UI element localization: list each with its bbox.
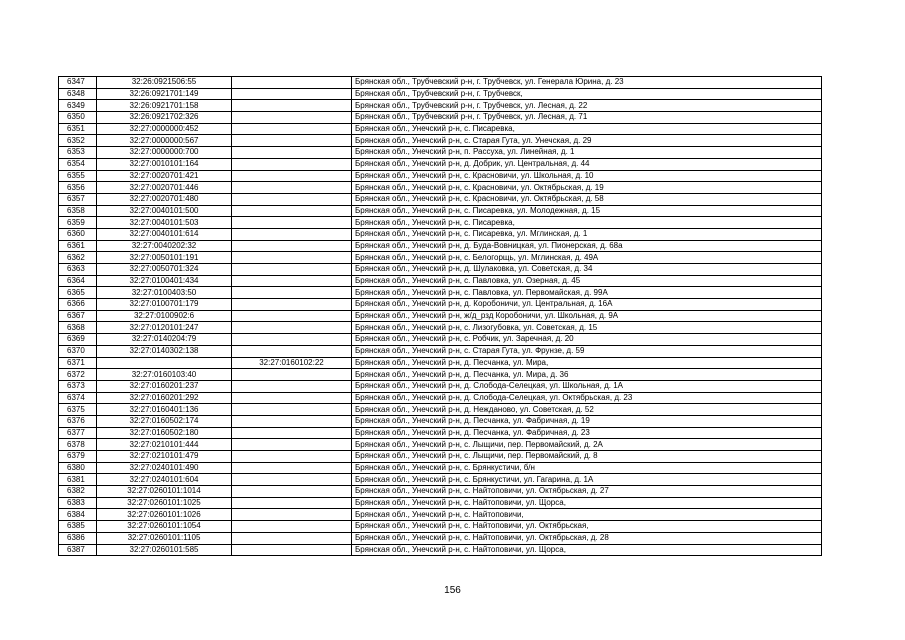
row-number-cell: 6368 (59, 322, 97, 334)
table-row (59, 310, 822, 322)
row-number-cell: 6359 (59, 217, 97, 229)
row-number-cell: 6377 (59, 427, 97, 439)
cadastral-number-alt-cell (232, 123, 352, 135)
row-number-cell: 6351 (59, 123, 97, 135)
cadastral-number-cell: 32:27:0100403:50 (97, 287, 232, 299)
cadastral-number-cell: 32:27:0020701:446 (97, 182, 232, 194)
row-number-cell: 6385 (59, 521, 97, 533)
cadastral-number-alt-cell (232, 369, 352, 381)
row-number-cell: 6366 (59, 299, 97, 311)
cadastral-number-alt-cell (232, 287, 352, 299)
cadastral-number-cell: 32:27:0140302:138 (97, 345, 232, 357)
address-cell: Брянская обл., Унечский р-н, с. Красновичи, ул. Октябрьская, д. 19 (352, 182, 822, 194)
table-row (59, 532, 822, 544)
cadastral-number-alt-cell (232, 100, 352, 112)
cadastral-number-alt-cell (232, 544, 352, 556)
cadastral-number-alt-cell (232, 264, 352, 276)
table-row (59, 228, 822, 240)
address-cell: Брянская обл., Унечский р-н, с. Павловка, ул. Озерная, д. 45 (352, 275, 822, 287)
cadastral-number-cell: 32:27:0140204:79 (97, 334, 232, 346)
address-cell: Брянская обл., Унечский р-н, д. Песчанка, ул. Мира, д. 36 (352, 369, 822, 381)
row-number-cell: 6374 (59, 392, 97, 404)
table-row (59, 193, 822, 205)
table-row (59, 544, 822, 556)
table-row (59, 521, 822, 533)
cadastral-number-cell: 32:27:0260101:1105 (97, 532, 232, 544)
row-number-cell: 6373 (59, 380, 97, 392)
cadastral-number-alt-cell (232, 521, 352, 533)
cadastral-number-alt-cell (232, 299, 352, 311)
cadastral-number-cell: 32:27:0260101:1026 (97, 509, 232, 521)
address-cell: Брянская обл., Унечский р-н, д. Буда-Вовницкая, ул. Пионерская, д. 68а (352, 240, 822, 252)
table-row (59, 509, 822, 521)
table-row (59, 486, 822, 498)
cadastral-number-cell: 32:27:0040101:500 (97, 205, 232, 217)
cadastral-number-alt-cell (232, 462, 352, 474)
cadastral-number-cell: 32:27:0000000:700 (97, 147, 232, 159)
table-row (59, 334, 822, 346)
cadastral-number-cell: 32:27:0260101:1014 (97, 486, 232, 498)
table-row (59, 287, 822, 299)
cadastral-number-alt-cell (232, 205, 352, 217)
row-number-cell: 6372 (59, 369, 97, 381)
row-number-cell: 6352 (59, 135, 97, 147)
row-number-cell: 6363 (59, 264, 97, 276)
address-cell: Брянская обл., Унечский р-н, с. Найтоповичи, (352, 509, 822, 521)
row-number-cell: 6353 (59, 147, 97, 159)
row-number-cell: 6356 (59, 182, 97, 194)
cadastral-number-cell: 32:27:0020701:421 (97, 170, 232, 182)
address-cell: Брянская обл., Унечский р-н, с. Павловка, ул. Первомайская, д. 99А (352, 287, 822, 299)
cadastral-number-cell: 32:27:0160201:292 (97, 392, 232, 404)
table-row (59, 474, 822, 486)
cadastral-number-cell: 32:27:0000000:567 (97, 135, 232, 147)
property-register-table (58, 76, 822, 556)
table-row (59, 357, 822, 369)
address-cell: Брянская обл., Унечский р-н, с. Найтоповичи, ул. Октябрьская, д. 27 (352, 486, 822, 498)
cadastral-number-cell: 32:27:0040101:614 (97, 228, 232, 240)
table-row (59, 497, 822, 509)
table-row (59, 275, 822, 287)
address-cell: Брянская обл., Унечский р-н, с. Найтоповичи, ул. Щорса, (352, 544, 822, 556)
row-number-cell: 6382 (59, 486, 97, 498)
address-cell: Брянская обл., Унечский р-н, с. Писаревка, ул. Мглинская, д. 1 (352, 228, 822, 240)
address-cell: Брянская обл., Унечский р-н, д. Песчанка, ул. Фабричная, д. 19 (352, 415, 822, 427)
address-cell: Брянская обл., Унечский р-н, с. Старая Гута, ул. Фрунзе, д. 59 (352, 345, 822, 357)
table-row (59, 427, 822, 439)
cadastral-number-cell: 32:27:0160201:237 (97, 380, 232, 392)
cadastral-number-alt-cell (232, 252, 352, 264)
table-row (59, 170, 822, 182)
cadastral-number-alt-cell (232, 193, 352, 205)
cadastral-number-alt-cell (232, 532, 352, 544)
address-cell: Брянская обл., Унечский р-н, с. Красновичи, ул. Школьная, д. 10 (352, 170, 822, 182)
address-cell: Брянская обл., Унечский р-н, с. Белогорщь, ул. Мглинская, д. 49А (352, 252, 822, 264)
table-row (59, 439, 822, 451)
address-cell: Брянская обл., Унечский р-н, с. Робчик, ул. Заречная, д. 20 (352, 334, 822, 346)
table-row (59, 135, 822, 147)
cadastral-number-cell: 32:27:0100701:179 (97, 299, 232, 311)
row-number-cell: 6384 (59, 509, 97, 521)
cadastral-number-alt-cell (232, 77, 352, 89)
cadastral-number-cell: 32:27:0100401:434 (97, 275, 232, 287)
row-number-cell: 6354 (59, 158, 97, 170)
row-number-cell: 6349 (59, 100, 97, 112)
cadastral-number-alt-cell: 32:27:0160102:22 (232, 357, 352, 369)
cadastral-number-cell: 32:27:0260101:1054 (97, 521, 232, 533)
address-cell: Брянская обл., Унечский р-н, д. Песчанка, ул. Фабричная, д. 23 (352, 427, 822, 439)
address-cell: Брянская обл., Унечский р-н, д. Слобода-Селецкая, ул. Октябрьская, д. 23 (352, 392, 822, 404)
row-number-cell: 6367 (59, 310, 97, 322)
cadastral-number-alt-cell (232, 322, 352, 334)
table-row (59, 147, 822, 159)
cadastral-number-alt-cell (232, 451, 352, 463)
cadastral-number-alt-cell (232, 427, 352, 439)
table-row (59, 205, 822, 217)
cadastral-number-cell: 32:27:0040101:503 (97, 217, 232, 229)
table-row (59, 158, 822, 170)
cadastral-number-cell: 32:27:0210101:479 (97, 451, 232, 463)
row-number-cell: 6380 (59, 462, 97, 474)
cadastral-number-alt-cell (232, 345, 352, 357)
table-row (59, 252, 822, 264)
cadastral-number-alt-cell (232, 135, 352, 147)
cadastral-number-cell: 32:27:0160502:180 (97, 427, 232, 439)
cadastral-number-alt-cell (232, 334, 352, 346)
cadastral-number-cell: 32:27:0160401:136 (97, 404, 232, 416)
cadastral-number-cell: 32:27:0100902:6 (97, 310, 232, 322)
cadastral-number-alt-cell (232, 147, 352, 159)
address-cell: Брянская обл., Унечский р-н, с. Лыщичи, пер. Первомайский, д. 2А (352, 439, 822, 451)
table-row (59, 380, 822, 392)
address-cell: Брянская обл., Унечский р-н, с. Писаревка, (352, 123, 822, 135)
cadastral-number-cell: 32:27:0040202:32 (97, 240, 232, 252)
row-number-cell: 6387 (59, 544, 97, 556)
cadastral-number-alt-cell (232, 112, 352, 124)
address-cell: Брянская обл., Трубчевский р-н, г. Трубчевск, ул. Лесная, д. 22 (352, 100, 822, 112)
cadastral-number-alt-cell (232, 310, 352, 322)
address-cell: Брянская обл., Унечский р-н, с. Брянкустичи, б/н (352, 462, 822, 474)
cadastral-number-cell: 32:27:0020701:480 (97, 193, 232, 205)
table-row (59, 112, 822, 124)
cadastral-number-cell: 32:27:0000000:452 (97, 123, 232, 135)
cadastral-number-cell: 32:26:0921701:158 (97, 100, 232, 112)
address-cell: Брянская обл., Унечский р-н, п. Рассуха, ул. Линейная, д. 1 (352, 147, 822, 159)
cadastral-number-alt-cell (232, 240, 352, 252)
row-number-cell: 6347 (59, 77, 97, 89)
cadastral-number-alt-cell (232, 474, 352, 486)
table-row (59, 345, 822, 357)
cadastral-number-cell: 32:27:0010101:164 (97, 158, 232, 170)
cadastral-number-alt-cell (232, 509, 352, 521)
table-row (59, 217, 822, 229)
table-row (59, 299, 822, 311)
address-cell: Брянская обл., Унечский р-н, с. Найтоповичи, ул. Октябрьская, (352, 521, 822, 533)
table-row (59, 123, 822, 135)
page-number: 156 (444, 585, 461, 596)
row-number-cell: 6370 (59, 345, 97, 357)
table-row (59, 100, 822, 112)
address-cell: Брянская обл., Унечский р-н, д. Слобода-Селецкая, ул. Школьная, д. 1А (352, 380, 822, 392)
cadastral-number-alt-cell (232, 404, 352, 416)
row-number-cell: 6360 (59, 228, 97, 240)
row-number-cell: 6361 (59, 240, 97, 252)
address-cell: Брянская обл., Унечский р-н, д. Добрик, ул. Центральная, д. 44 (352, 158, 822, 170)
address-cell: Брянская обл., Унечский р-н, ж/д_рзд Коробоничи, ул. Школьная, д. 9А (352, 310, 822, 322)
cadastral-number-cell: 32:27:0160103:40 (97, 369, 232, 381)
address-cell: Брянская обл., Трубчевский р-н, г. Трубчевск, ул. Генерала Юрина, д. 23 (352, 77, 822, 89)
row-number-cell: 6348 (59, 88, 97, 100)
cadastral-number-alt-cell (232, 486, 352, 498)
address-cell: Брянская обл., Унечский р-н, с. Найтоповичи, ул. Щорса, (352, 497, 822, 509)
address-cell: Брянская обл., Унечский р-н, с. Писаревка, (352, 217, 822, 229)
table-row (59, 404, 822, 416)
row-number-cell: 6378 (59, 439, 97, 451)
cadastral-number-alt-cell (232, 392, 352, 404)
cadastral-number-cell (97, 357, 232, 369)
cadastral-number-cell: 32:26:0921701:149 (97, 88, 232, 100)
cadastral-number-alt-cell (232, 415, 352, 427)
table-row (59, 322, 822, 334)
address-cell: Брянская обл., Унечский р-н, д. Шулаковка, ул. Советская, д. 34 (352, 264, 822, 276)
row-number-cell: 6381 (59, 474, 97, 486)
address-cell: Брянская обл., Трубчевский р-н, г. Трубчевск, ул. Лесная, д. 71 (352, 112, 822, 124)
cadastral-number-alt-cell (232, 158, 352, 170)
row-number-cell: 6355 (59, 170, 97, 182)
cadastral-number-alt-cell (232, 88, 352, 100)
address-cell: Брянская обл., Унечский р-н, с. Брянкустичи, ул. Гагарина, д. 1А (352, 474, 822, 486)
row-number-cell: 6376 (59, 415, 97, 427)
address-cell: Брянская обл., Унечский р-н, с. Красновичи, ул. Октябрьская, д. 58 (352, 193, 822, 205)
address-cell: Брянская обл., Унечский р-н, д. Песчанка, ул. Мира, (352, 357, 822, 369)
row-number-cell: 6371 (59, 357, 97, 369)
address-cell: Брянская обл., Унечский р-н, с. Старая Гута, ул. Унечская, д. 29 (352, 135, 822, 147)
row-number-cell: 6357 (59, 193, 97, 205)
table-row (59, 415, 822, 427)
row-number-cell: 6375 (59, 404, 97, 416)
address-cell: Брянская обл., Унечский р-н, с. Писаревка, ул. Молодежная, д. 15 (352, 205, 822, 217)
table-row (59, 392, 822, 404)
cadastral-number-cell: 32:27:0260101:585 (97, 544, 232, 556)
row-number-cell: 6358 (59, 205, 97, 217)
row-number-cell: 6365 (59, 287, 97, 299)
cadastral-number-cell: 32:26:0921506:55 (97, 77, 232, 89)
address-cell: Брянская обл., Унечский р-н, с. Лизогубовка, ул. Советская, д. 15 (352, 322, 822, 334)
row-number-cell: 6350 (59, 112, 97, 124)
cadastral-number-alt-cell (232, 217, 352, 229)
cadastral-number-cell: 32:27:0240101:490 (97, 462, 232, 474)
row-number-cell: 6364 (59, 275, 97, 287)
cadastral-number-cell: 32:27:0050101:191 (97, 252, 232, 264)
row-number-cell: 6362 (59, 252, 97, 264)
table-row (59, 77, 822, 89)
register-table-body (59, 77, 822, 556)
cadastral-number-alt-cell (232, 439, 352, 451)
cadastral-number-cell: 32:27:0260101:1025 (97, 497, 232, 509)
table-row (59, 264, 822, 276)
address-cell: Брянская обл., Унечский р-н, д. Нежданово, ул. Советская, д. 52 (352, 404, 822, 416)
cadastral-number-alt-cell (232, 497, 352, 509)
table-row (59, 182, 822, 194)
cadastral-number-cell: 32:27:0240101:604 (97, 474, 232, 486)
table-row (59, 240, 822, 252)
cadastral-number-cell: 32:27:0050701:324 (97, 264, 232, 276)
table-row (59, 88, 822, 100)
table-row (59, 369, 822, 381)
cadastral-number-alt-cell (232, 275, 352, 287)
cadastral-number-alt-cell (232, 380, 352, 392)
row-number-cell: 6386 (59, 532, 97, 544)
row-number-cell: 6379 (59, 451, 97, 463)
address-cell: Брянская обл., Унечский р-н, с. Найтоповичи, ул. Октябрьская, д. 28 (352, 532, 822, 544)
address-cell: Брянская обл., Унечский р-н, с. Лыщичи, пер. Первомайский, д. 8 (352, 451, 822, 463)
cadastral-number-alt-cell (232, 228, 352, 240)
cadastral-number-cell: 32:27:0120101:247 (97, 322, 232, 334)
address-cell: Брянская обл., Трубчевский р-н, г. Трубчевск, (352, 88, 822, 100)
table-row (59, 462, 822, 474)
table-row (59, 451, 822, 463)
row-number-cell: 6369 (59, 334, 97, 346)
cadastral-number-cell: 32:27:0160502:174 (97, 415, 232, 427)
cadastral-number-alt-cell (232, 182, 352, 194)
row-number-cell: 6383 (59, 497, 97, 509)
cadastral-number-cell: 32:26:0921702:326 (97, 112, 232, 124)
cadastral-number-cell: 32:27:0210101:444 (97, 439, 232, 451)
address-cell: Брянская обл., Унечский р-н, д. Коробоничи, ул. Центральная, д. 16А (352, 299, 822, 311)
cadastral-number-alt-cell (232, 170, 352, 182)
